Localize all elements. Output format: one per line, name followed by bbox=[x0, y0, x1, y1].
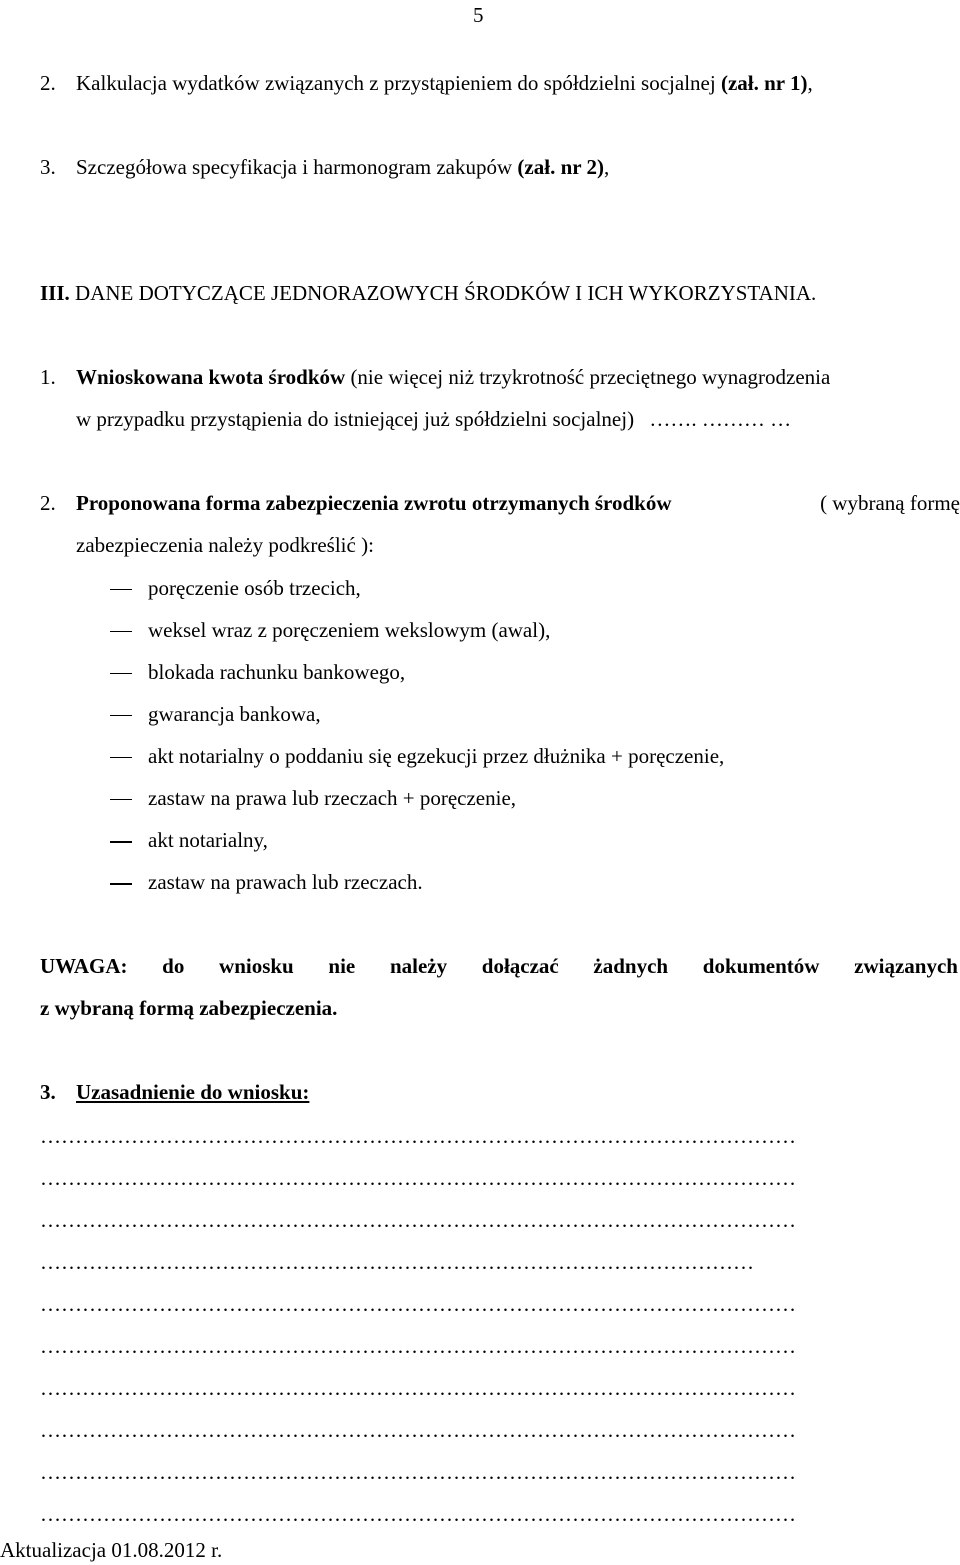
item-tail: , bbox=[603, 155, 610, 179]
blank-line: ……………………………………………………………………………………………… bbox=[40, 1420, 796, 1441]
dash-bullet bbox=[110, 631, 132, 632]
page-number: 5 bbox=[473, 3, 484, 27]
attachment-ref: (zał. nr 2) bbox=[517, 155, 604, 179]
blank-line: ……………………………………………………………………………………………… bbox=[40, 1126, 796, 1147]
blank-line: ……………………………………………………………………………………………… bbox=[40, 1378, 796, 1399]
blank-line: ……………………………………………………………………………………………… bbox=[40, 1462, 796, 1483]
option-item: poręczenie osób trzecich, bbox=[148, 576, 361, 600]
section-heading bbox=[40, 283, 816, 304]
point-1-text-2: w przypadku przystąpienia do istniejącej już spółdzielni socjalnej) bbox=[76, 407, 635, 431]
option-item: zastaw na prawa lub rzeczach + poręczenie, bbox=[148, 786, 517, 810]
note-word: dokumentów bbox=[702, 954, 820, 978]
note-word: związanych bbox=[854, 954, 958, 978]
point-2-text: ( wybraną formę bbox=[820, 491, 960, 515]
blank-line: ………………………………………………………………………………………… bbox=[40, 1252, 754, 1273]
point-number: 1. bbox=[40, 365, 56, 389]
blank-line: ……………………………………………………………………………………………… bbox=[40, 1210, 796, 1231]
note-line-2: z wybraną formą zabezpieczenia. bbox=[40, 996, 338, 1020]
note-word: należy bbox=[389, 954, 448, 978]
list-item bbox=[76, 157, 609, 178]
section-title: DANE DOTYCZĄCE JEDNORAZOWYCH ŚRODKÓW I ICH WYKORZYSTANIA. bbox=[75, 281, 817, 305]
note-word: dołączać bbox=[481, 954, 559, 978]
item-text: Szczegółowa specyfikacja i harmonogram zakupów bbox=[76, 155, 518, 179]
list-number: 2. bbox=[40, 71, 56, 95]
dash-bullet bbox=[110, 799, 132, 800]
option-item: zastaw na prawach lub rzeczach. bbox=[148, 870, 423, 894]
option-item: weksel wraz z poręczeniem wekslowym (awal), bbox=[148, 618, 551, 642]
option-item: akt notarialny, bbox=[148, 828, 268, 852]
item-tail: , bbox=[807, 71, 813, 95]
footer-update-date: Aktualizacja 01.08.2012 r. bbox=[0, 1538, 223, 1562]
note-word: UWAGA: bbox=[40, 954, 128, 978]
note-word: wniosku bbox=[219, 954, 294, 978]
blank-line: ……………………………………………………………………………………………… bbox=[40, 1336, 796, 1357]
point-2-line-1 bbox=[76, 493, 960, 514]
point-1-line-2 bbox=[76, 409, 791, 430]
section-number: III. bbox=[40, 281, 70, 305]
option-item: akt notarialny o poddaniu się egzekucji przez dłużnika + poręczenie, bbox=[148, 744, 725, 768]
option-item: blokada rachunku bankowego, bbox=[148, 660, 406, 684]
point-1-text: (nie więcej niż trzykrotność przeciętnego wynagrodzenia bbox=[345, 365, 831, 389]
point-number: 2. bbox=[40, 491, 56, 515]
amount-blank: ……. ……… … bbox=[649, 407, 792, 431]
list-item bbox=[76, 73, 813, 94]
note-word: do bbox=[162, 954, 185, 978]
item-text: Kalkulacja wydatków związanych z przystąpieniem do spółdzielni socjalnej bbox=[76, 71, 721, 95]
blank-line: ……………………………………………………………………………………………… bbox=[40, 1294, 796, 1315]
point-2-line-2: zabezpieczenia należy podkreślić ): bbox=[76, 533, 374, 557]
dash-bullet bbox=[110, 841, 132, 843]
justification-title: Uzasadnienie do wniosku: bbox=[76, 1080, 310, 1104]
note-word: żadnych bbox=[593, 954, 669, 978]
point-1-title: Wnioskowana kwota środków bbox=[76, 365, 346, 389]
option-item: gwarancja bankowa, bbox=[148, 702, 321, 726]
dash-bullet bbox=[110, 883, 132, 885]
note-line-1 bbox=[40, 956, 958, 977]
point-2-title: Proponowana forma zabezpieczenia zwrotu otrzymanych środków bbox=[76, 491, 672, 515]
point-1-line-1 bbox=[76, 367, 830, 388]
blank-line: ……………………………………………………………………………………………… bbox=[40, 1504, 796, 1525]
list-number: 3. bbox=[40, 155, 56, 179]
attachment-ref: (zał. nr 1) bbox=[720, 71, 808, 95]
blank-line: ……………………………………………………………………………………………… bbox=[40, 1168, 796, 1189]
dash-bullet bbox=[110, 757, 132, 758]
dash-bullet bbox=[110, 715, 132, 716]
note-word: nie bbox=[328, 954, 356, 978]
dash-bullet bbox=[110, 673, 132, 674]
point-number: 3. bbox=[40, 1080, 56, 1104]
dash-bullet bbox=[110, 589, 132, 590]
